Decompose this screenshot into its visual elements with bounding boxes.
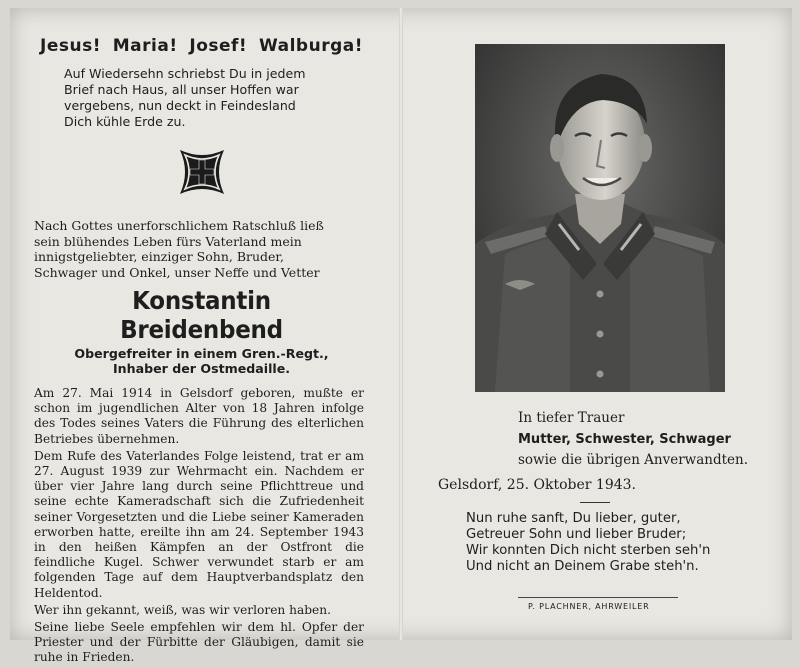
intro-line: sein blühendes Leben fürs Vaterland mein bbox=[34, 233, 302, 249]
bio-paragraph: Am 27. Mai 1914 in Gelsdorf geboren, mußte er schon im jugendlichen Alter von 18 Jahren infolge des Todes seines Vaters die Führung des elterlichen Betriebes übernehmen. bbox=[34, 386, 364, 446]
invocation-word: Maria! bbox=[112, 36, 178, 56]
biography bbox=[34, 386, 364, 666]
poem-line: Getreuer Sohn und lieber Bruder; bbox=[466, 527, 687, 542]
divider bbox=[580, 502, 610, 503]
verse-line: Auf Wiedersehn schriebst Du in jedem bbox=[64, 66, 306, 81]
bio-paragraph: Wer ihn gekannt, weiß, was wir verloren haben. bbox=[34, 602, 331, 617]
family-names: Mutter, Schwester, Schwager bbox=[518, 432, 731, 447]
intro-line: innigstgeliebter, einziger Sohn, Bruder, bbox=[34, 249, 284, 264]
poem-line: Wir konnten Dich nicht sterben seh'n bbox=[466, 543, 711, 558]
portrait-photo bbox=[475, 44, 725, 392]
verse-line: vergebens, nun deckt in Feindesland bbox=[64, 98, 296, 113]
place-date: Gelsdorf, 25. Oktober 1943. bbox=[438, 477, 636, 493]
mourning-block bbox=[518, 408, 775, 471]
deceased-name: Konstantin Breidenbend bbox=[120, 286, 283, 344]
military-rank bbox=[34, 346, 369, 376]
intro-line: Schwager und Onkel, unser Neffe und Vetter bbox=[34, 264, 320, 280]
poem bbox=[466, 511, 775, 575]
rank-line: Inhaber der Ostmedaille. bbox=[112, 361, 291, 376]
invocation-word: Josef! bbox=[189, 36, 248, 56]
printer-rule bbox=[518, 597, 678, 598]
iron-cross-icon bbox=[34, 146, 369, 198]
relatives-line: sowie die übrigen Anverwandten. bbox=[518, 452, 749, 468]
invocation bbox=[40, 36, 363, 56]
left-panel bbox=[34, 18, 369, 668]
farewell-verse bbox=[64, 66, 344, 130]
verse-line: Dich kühle Erde zu. bbox=[64, 114, 186, 129]
mourning-line: In tiefer Trauer bbox=[518, 410, 625, 426]
intro-line: Nach Gottes unerforschlichem Ratschluß ließ bbox=[34, 218, 324, 233]
poem-line: Und nicht an Deinem Grabe steh'n. bbox=[466, 559, 699, 574]
printer-credit: P. PLACHNER, AHRWEILER bbox=[528, 602, 650, 611]
invocation-word: Walburga! bbox=[258, 36, 363, 56]
intro-text bbox=[34, 218, 364, 280]
invocation-word: Jesus! bbox=[40, 36, 101, 56]
poem-line: Nun ruhe sanft, Du lieber, guter, bbox=[466, 511, 681, 526]
bio-paragraph: Seine liebe Seele empfehlen wir dem hl. Opfer der Priester und der Fürbitte der Gläubigen, damit sie ruhe in Frieden. bbox=[34, 620, 364, 665]
bio-paragraph: Dem Rufe des Vaterlandes Folge leistend, trat er am 27. August 1939 zur Wehrmacht ein. Nachdem er über vier Jahre lang durch seine Pflichttreue und seine echte Kameradschaft sich die Zufriedenheit seiner Vorgesetzten und die Liebe seiner Kameraden erworben hatte, ereilte ihn am 24. September 1943 in den heißen Kämpfen an der Ostfront die feindliche Kugel. Schwer verwundet starb er am folgenden Tage auf dem Hauptverbandsplatz den Heldentod. bbox=[34, 448, 364, 600]
right-panel bbox=[420, 18, 775, 611]
rank-line: Obergefreiter in einem Gren.-Regt., bbox=[74, 346, 329, 361]
verse-line: Brief nach Haus, all unser Hoffen war bbox=[64, 82, 299, 97]
card-fold bbox=[399, 8, 403, 640]
